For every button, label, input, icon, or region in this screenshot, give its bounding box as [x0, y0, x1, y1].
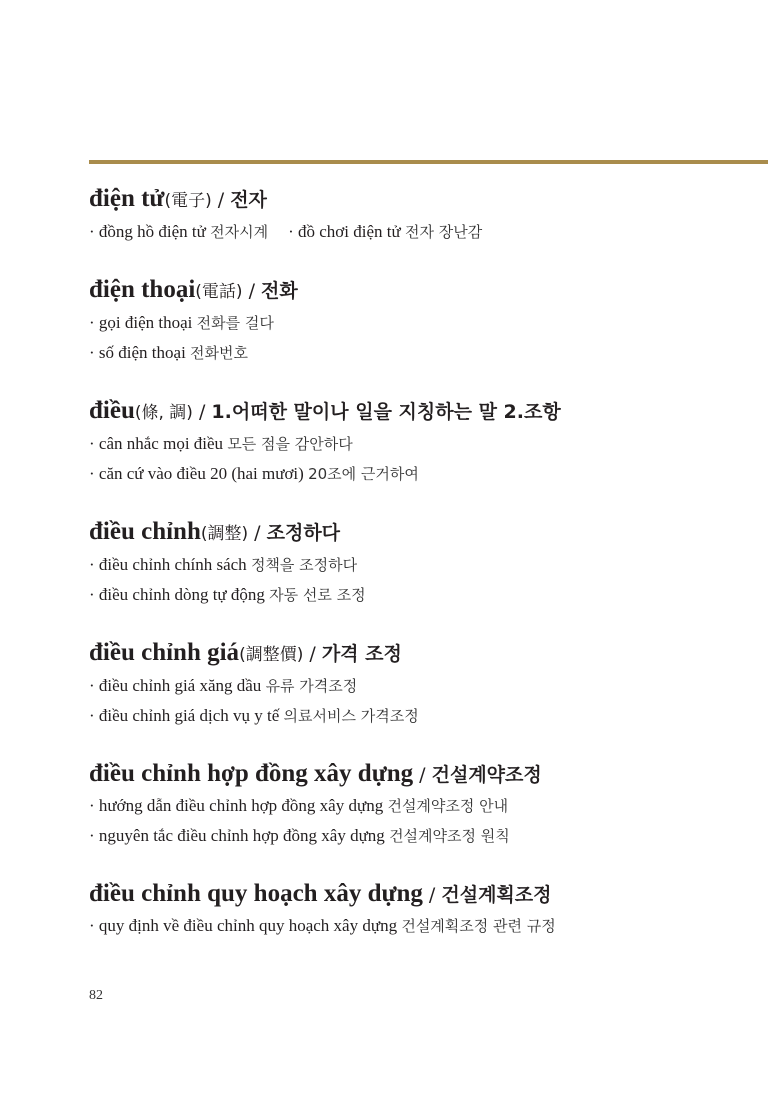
- entry-headword-line: [89, 516, 759, 550]
- entry-word: điều chỉnh: [89, 518, 201, 545]
- example-vietnamese: · cân nhắc mọi điều: [89, 434, 228, 453]
- entry-separator: /: [211, 189, 231, 211]
- entry-hanja: (電話): [195, 282, 243, 302]
- example-korean: 유류 가격조정: [265, 677, 358, 695]
- entry-separator: /: [192, 401, 212, 423]
- example-vietnamese: · hướng dẫn điều chỉnh hợp đồng xây dựng: [89, 796, 388, 815]
- page-number: 82: [89, 988, 103, 1003]
- example-line: [89, 671, 759, 701]
- entry-korean: 가격 조정: [321, 643, 402, 665]
- example-line: [89, 308, 759, 338]
- example-line: [89, 550, 759, 580]
- entry-korean: 1.어떠한 말이나 일을 지칭하는 말 2.조항: [211, 401, 561, 423]
- entry-word: điện thoại: [89, 276, 196, 303]
- example-korean: 전화를 걸다: [196, 314, 274, 332]
- entry-headword-line: [89, 758, 759, 791]
- entry-separator: /: [413, 764, 432, 786]
- entry-dieu: [89, 395, 759, 489]
- entry-korean: 전화: [261, 280, 298, 302]
- entry-separator: /: [248, 522, 267, 544]
- entry-separator: /: [303, 643, 322, 665]
- example-vietnamese: · đồ chơi điện tử: [288, 222, 405, 241]
- entry-word: điều chỉnh quy hoạch xây dựng: [89, 880, 423, 907]
- entry-korean: 건설계획조정: [441, 884, 552, 906]
- entry-dieu-chinh-hop-dong-xay-dung: [89, 758, 759, 851]
- entry-dien-tu: [89, 183, 759, 247]
- example-vietnamese: · quy định về điều chỉnh quy hoạch xây dựng: [89, 916, 402, 935]
- example-korean: 건설계약조정 원칙: [389, 827, 510, 845]
- example-line: [89, 429, 759, 459]
- entry-dieu-chinh-quy-hoach-xay-dung: [89, 878, 759, 941]
- entry-word: điều chỉnh hợp đồng xây dựng: [89, 760, 414, 787]
- example-line: [89, 217, 759, 247]
- entry-word: điện tử: [89, 185, 165, 212]
- entry-headword-line: [89, 395, 759, 429]
- example-korean: 전화번호: [190, 344, 249, 362]
- example-line: [89, 821, 759, 851]
- example-vietnamese: · nguyên tắc điều chỉnh hợp đồng xây dựng: [89, 826, 390, 845]
- example-vietnamese: · số điện thoại: [89, 343, 191, 362]
- dictionary-entries: [89, 183, 759, 968]
- entry-hanja: (條, 調): [134, 403, 193, 423]
- entry-separator: /: [422, 884, 442, 906]
- entry-korean: 건설계약조정: [431, 764, 542, 786]
- example-line: [89, 459, 759, 489]
- example-vietnamese: · căn cứ vào điều 20 (hai mươi): [89, 464, 309, 483]
- example-vietnamese: · đồng hồ điện tử: [89, 222, 211, 241]
- example-vietnamese: · điều chỉnh giá dịch vụ y tế: [89, 706, 284, 725]
- example-korean: 전자 장난감: [404, 223, 483, 241]
- entry-hanja: (調整價): [239, 645, 304, 665]
- entry-hanja: (調整): [200, 524, 249, 544]
- entry-separator: /: [242, 280, 262, 302]
- example-vietnamese: · điều chỉnh chính sách: [89, 555, 251, 574]
- entry-word: điều chỉnh giá: [89, 639, 240, 666]
- example-korean: 20조에 근거하여: [308, 465, 419, 483]
- example-line: [89, 701, 759, 731]
- example-line: [89, 911, 759, 941]
- example-korean: 의료서비스 가격조정: [283, 707, 419, 725]
- entry-hanja: (電子): [164, 191, 212, 211]
- entry-headword-line: [89, 274, 759, 308]
- example-vietnamese: · điều chỉnh giá xăng dầu: [89, 676, 266, 695]
- example-korean: 정책을 조정하다: [250, 556, 358, 574]
- entry-korean: 전자: [230, 189, 267, 211]
- header-rule: [89, 160, 768, 164]
- entry-korean: 조정하다: [266, 522, 341, 544]
- example-korean: 건설계획조정 관련 규정: [401, 917, 556, 935]
- example-line: [89, 791, 759, 821]
- example-korean: 자동 선로 조정: [269, 586, 366, 604]
- example-korean: 건설계약조정 안내: [387, 797, 509, 815]
- entry-headword-line: [89, 878, 759, 911]
- entry-headword-line: [89, 637, 759, 671]
- example-line: [89, 580, 759, 610]
- entry-dieu-chinh: [89, 516, 759, 610]
- example-line: [89, 338, 759, 368]
- entry-dieu-chinh-gia: [89, 637, 759, 731]
- entry-headword-line: [89, 183, 759, 217]
- example-korean: 전자시계: [210, 223, 269, 241]
- example-korean: 모든 점을 감안하다: [227, 435, 353, 453]
- entry-dien-thoai: [89, 274, 759, 368]
- entry-word: điều: [89, 397, 135, 424]
- example-vietnamese: · điều chỉnh dòng tự động: [89, 585, 270, 604]
- example-vietnamese: · gọi điện thoại: [89, 313, 197, 332]
